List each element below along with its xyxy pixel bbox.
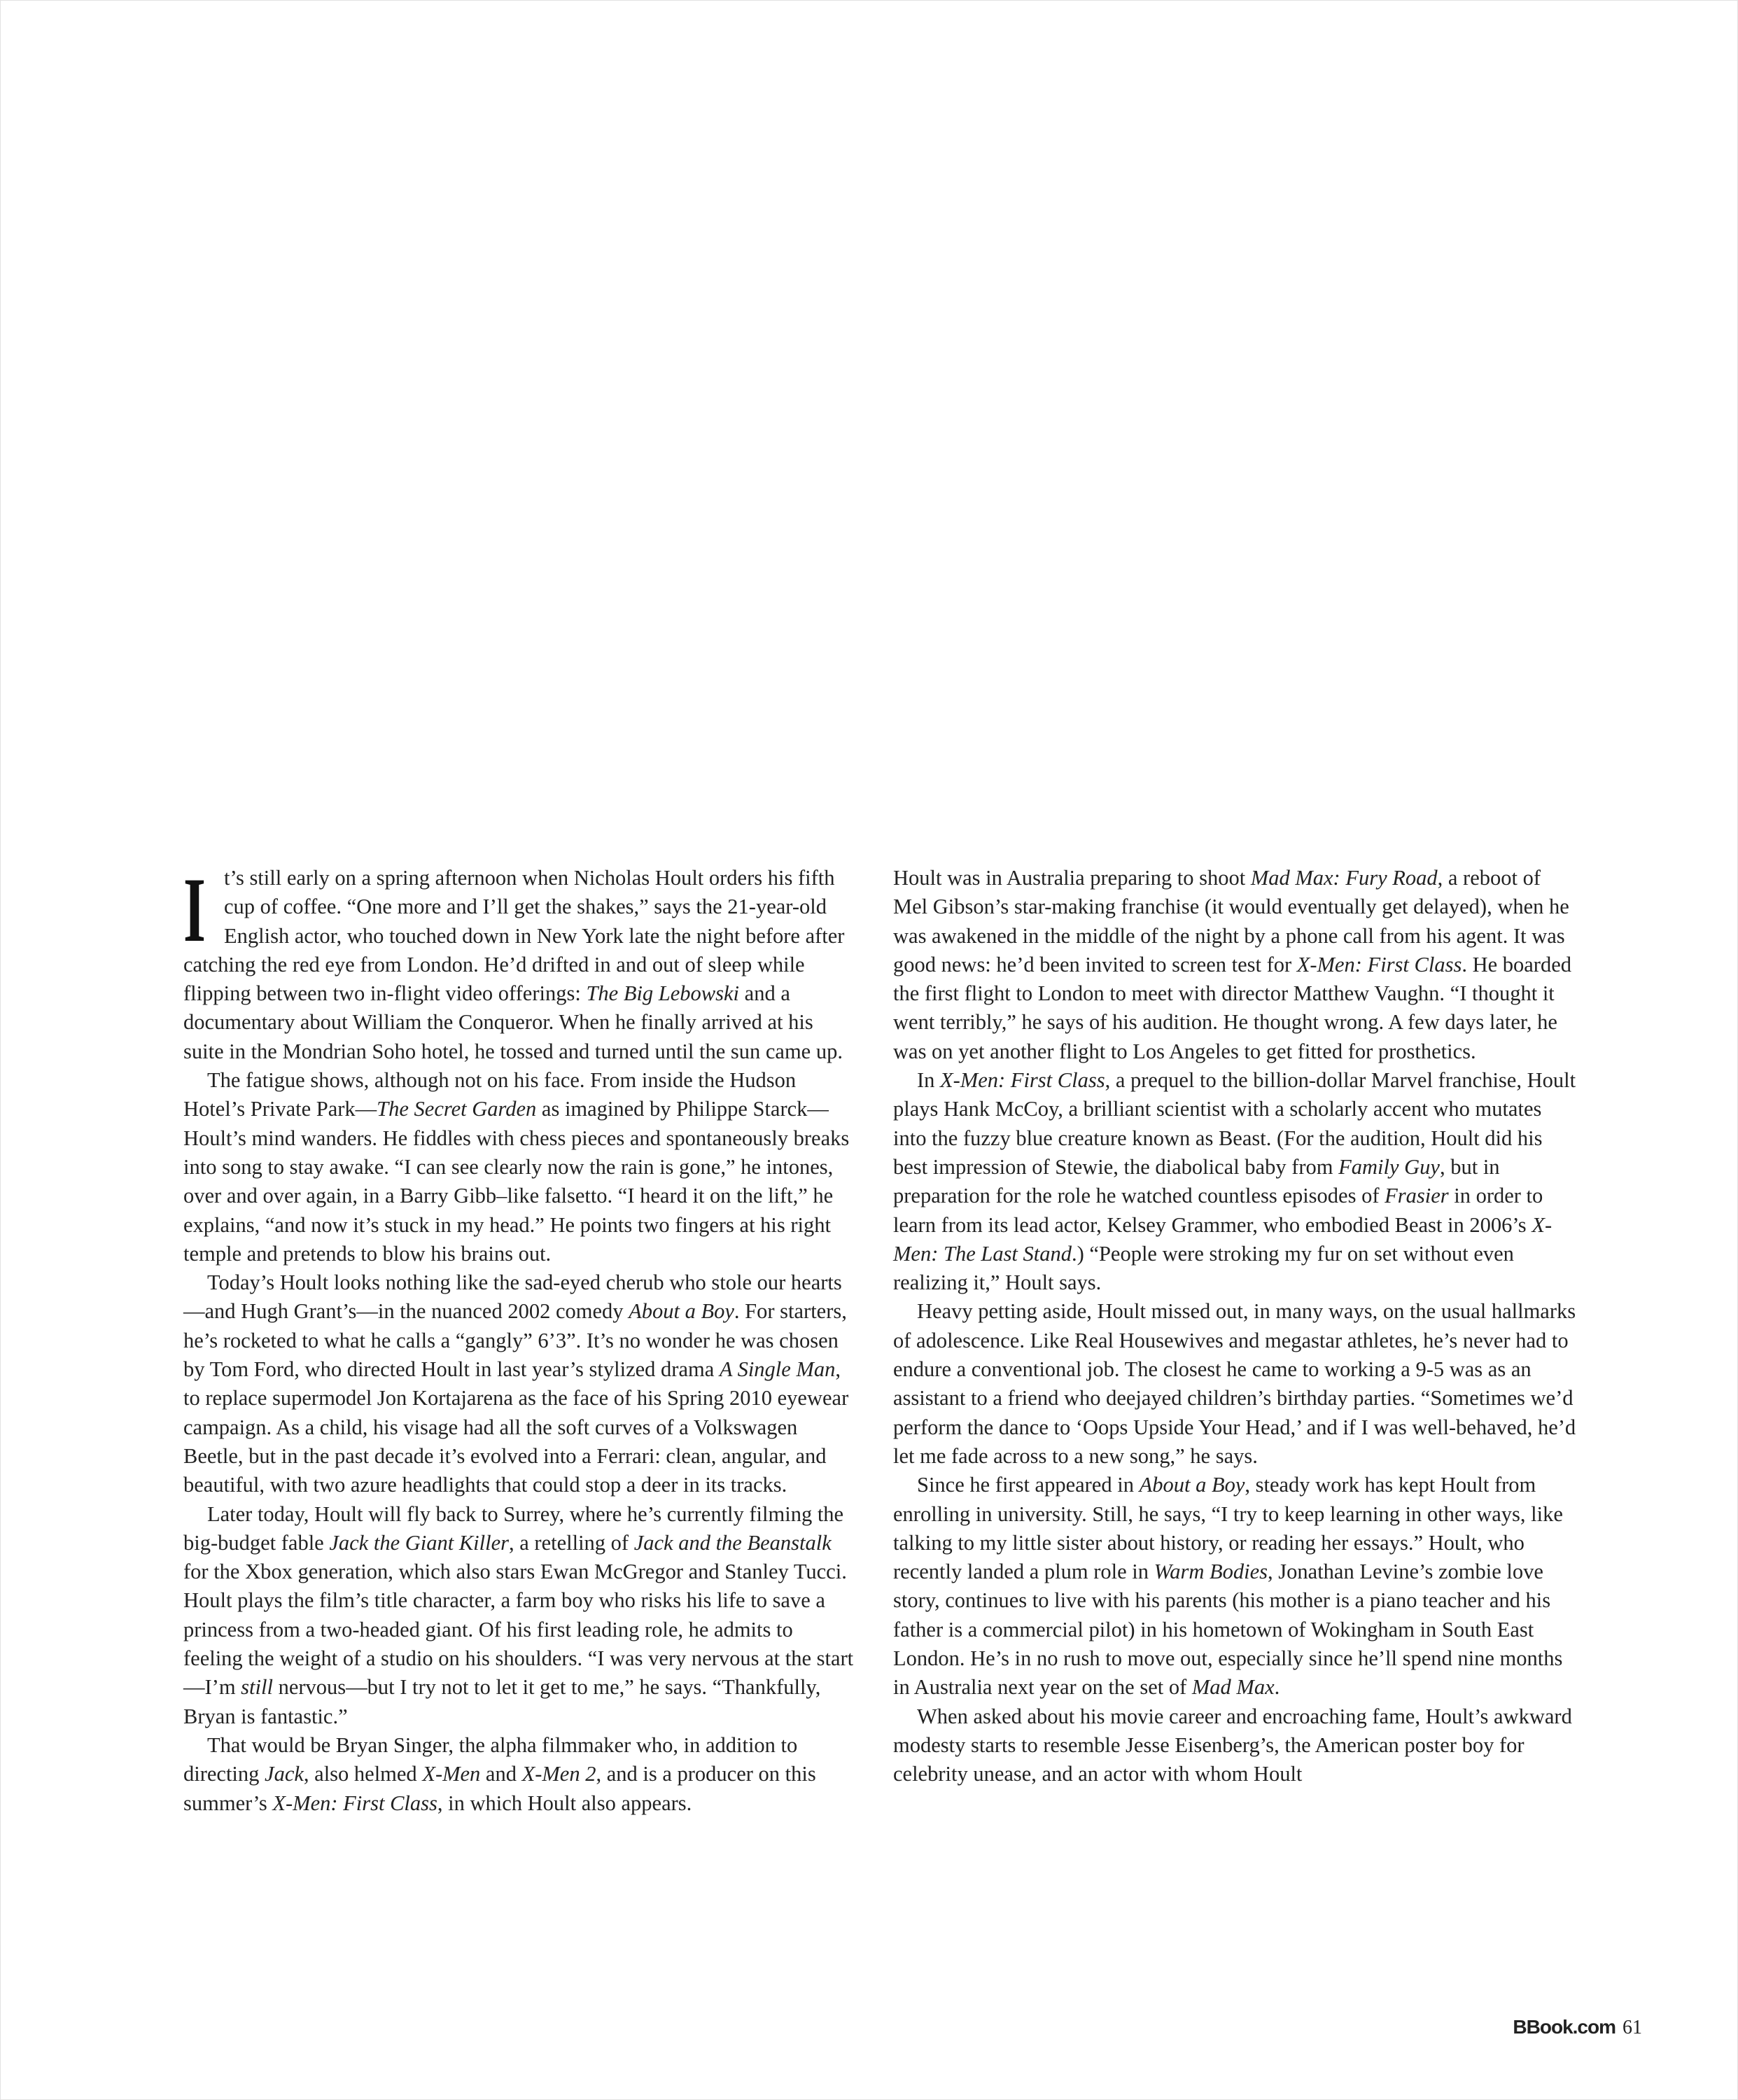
article-paragraph-4 xyxy=(183,1500,855,1731)
film-title: X-Men xyxy=(422,1762,481,1786)
paragraph-text: for the Xbox generation, which also stars Ewan McGregor and Stanley Tucci. Hoult plays the film’s title character, a farm boy who risks his life to save a princess from a two-headed giant. Of his first leading role, he admits to feeling the weight of a studio on his shoulders. “I was very nervous at the start—I’m xyxy=(183,1560,854,1700)
paragraph-text: , to replace supermodel Jon Kortajarena as the face of his Spring 2010 eyewear campaign. As a child, his visage had all the soft curves of a Volkswagen Beetle, but in the past decade it’s evolved into a Ferrari: clean, angular, and beautiful, with two azure headlights that could stop a deer in its tracks. xyxy=(183,1357,849,1497)
paragraph-text: That would be Bryan Singer, the alpha filmmaker who, in addition to directing xyxy=(183,1732,798,1786)
paragraph-text: t’s still early on a spring afternoon when Nicholas Hoult orders his fifth cup of coffee. “One more and I’ll get the shakes,” says the 21-year-old English actor, who touched down in New York late the night before after catching the red eye from London. He’d drifted in and out of sleep while flipping between two in-flight video offerings: xyxy=(183,866,845,1006)
film-title: X-Men: First Class xyxy=(1296,952,1462,976)
paragraph-text: Hoult was in Australia preparing to shoot xyxy=(893,866,1251,890)
film-title: Jack xyxy=(265,1762,304,1786)
publication-brand: BBook.com xyxy=(1513,2016,1616,2038)
paragraph-text: , but in preparation for the role he watched countless episodes of xyxy=(893,1154,1500,1208)
article-column-right xyxy=(893,864,1579,1789)
paragraph-text: , also helmed xyxy=(303,1762,423,1786)
film-title: Jack the Giant Killer xyxy=(329,1530,510,1555)
article-paragraph-1 xyxy=(183,858,855,1066)
show-title: Family Guy xyxy=(1338,1154,1440,1179)
paragraph-text: in order to learn from its lead actor, Kelsey Grammer, who embodied Beast in 2006’s xyxy=(893,1184,1543,1237)
drop-cap: I xyxy=(183,858,206,961)
article-column-left xyxy=(183,858,855,1818)
film-title: Mad Max xyxy=(1191,1675,1275,1700)
paragraph-text: and a documentary about William the Conqueror. When he finally arrived at his suite in the Mondrian Soho hotel, he tossed and turned until the sun came up. xyxy=(183,981,843,1063)
article-paragraph-3 xyxy=(183,1268,855,1499)
paragraph-text: , a retelling of xyxy=(509,1530,634,1555)
paragraph-text: . xyxy=(1274,1675,1280,1700)
paragraph-text: In xyxy=(917,1068,941,1093)
paragraph-text: When asked about his movie career and encroaching fame, Hoult’s awkward modesty starts to resemble Jesse Eisenberg’s, the American poster boy for celebrity unease, and an actor with whom Hoult xyxy=(893,1704,1572,1786)
paragraph-text: , steady work has kept Hoult from enrolling in university. Still, he says, “I try to keep learning in other ways, like talking to my little sister about history, or reading her essays.” Hoult, who recently landed a plum role in xyxy=(893,1473,1563,1584)
paragraph-text: , a reboot of Mel Gibson’s star-making franchise (it would eventually get delayed), when he was awakened in the middle of the night by a phone call from his agent. It was good news: he’d been invited to screen test for xyxy=(893,866,1569,976)
article-paragraph-2 xyxy=(183,1066,855,1268)
article-paragraph-8 xyxy=(893,1297,1579,1471)
article-paragraph-9 xyxy=(893,1471,1579,1702)
film-title: Jack and the Beanstalk xyxy=(633,1530,832,1555)
paragraph-text: Today’s Hoult looks nothing like the sad-eyed cherub who stole our hearts—and Hugh Grant’s—in the nuanced 2002 comedy xyxy=(183,1270,842,1324)
film-title: X-Men: First Class xyxy=(940,1068,1105,1093)
paragraph-text: , in which Hoult also appears. xyxy=(437,1791,692,1815)
paragraph-text: , and is a producer on this summer’s xyxy=(183,1762,816,1815)
film-title: About a Boy xyxy=(1139,1473,1245,1497)
film-title: X-Men 2 xyxy=(521,1762,596,1786)
article-paragraph-10 xyxy=(893,1702,1579,1789)
paragraph-text: Heavy petting aside, Hoult missed out, in many ways, on the usual hallmarks of adolescence. Like Real Housewives and megastar athletes, he’s never had to endure a conventional job. The closest he came to working a 9-5 was as an assistant to a friend who deejayed children’s birthday parties. “Sometimes we’d perform the dance to ‘Oops Upside Your Head,’ and if I was well-behaved, he’d let me fade across to a new song,” he says. xyxy=(893,1299,1576,1468)
film-title: Mad Max: Fury Road xyxy=(1250,866,1438,890)
paragraph-text: Since he first appeared in xyxy=(917,1473,1140,1497)
film-title: X-Men: The Last Stand xyxy=(893,1212,1553,1266)
film-title: X-Men: First Class xyxy=(272,1791,437,1815)
paragraph-text: and xyxy=(480,1762,522,1786)
show-title: Frasier xyxy=(1385,1184,1449,1208)
paragraph-text: The fatigue shows, although not on his face. From inside the Hudson Hotel’s Private Park— xyxy=(183,1068,797,1121)
paragraph-text: .) “People were stroking my fur on set without even realizing it,” Hoult says. xyxy=(893,1241,1514,1295)
paragraph-text: Later today, Hoult will fly back to Surrey, where he’s currently filming the big-budget fable xyxy=(183,1502,844,1555)
page-number: 61 xyxy=(1623,2017,1642,2038)
article-paragraph-7 xyxy=(893,1066,1579,1297)
paragraph-text: as imagined by Philippe Starck—Hoult’s mind wanders. He fiddles with chess pieces and spontaneously breaks into song to stay awake. “I can see clearly now the rain is gone,” he intones, over and over again, in a Barry Gibb–like falsetto. “I heard it on the lift,” he explains, “and now it’s stuck in my head.” He points two fingers at his right temple and pretends to blow his brains out. xyxy=(183,1097,850,1266)
article-paragraph-6 xyxy=(893,864,1579,1066)
paragraph-text: , Jonathan Levine’s zombie love story, continues to live with his parents (his mother is a piano teacher and his father is a commercial pilot) in his hometown of Wokingham in South East London. He’s in no rush to move out, especially since he’ll spend nine months in Australia next year on the set of xyxy=(893,1560,1563,1700)
film-title: The Big Lebowski xyxy=(586,981,740,1006)
paragraph-text: . He boarded the first flight to London to meet with director Matthew Vaughn. “I thought it went terribly,” he says of his audition. He thought wrong. A few days later, he was on yet another flight to Los Angeles to get fitted for prosthetics. xyxy=(893,952,1571,1063)
emphasis: still xyxy=(241,1675,273,1700)
page-footer xyxy=(1513,2016,1642,2039)
paragraph-text: , a prequel to the billion-dollar Marvel franchise, Hoult plays Hank McCoy, a brilliant scientist with a scholarly accent who mutates into the fuzzy blue creature known as Beast. (For the audition, Hoult did his best impression of Stewie, the diabolical baby from xyxy=(893,1068,1576,1179)
film-title: Warm Bodies xyxy=(1154,1560,1268,1584)
article-paragraph-5 xyxy=(183,1731,855,1818)
film-title: The Secret Garden xyxy=(377,1097,537,1121)
paragraph-text: nervous—but I try not to let it get to me,” he says. “Thankfully, Bryan is fantastic.” xyxy=(183,1675,821,1728)
paragraph-text: . For starters, he’s rocketed to what he calls a “gangly” 6’3”. It’s no wonder he was chosen by Tom Ford, who directed Hoult in last year’s stylized drama xyxy=(183,1299,847,1382)
film-title: About a Boy xyxy=(629,1299,734,1324)
film-title: A Single Man xyxy=(719,1357,836,1382)
